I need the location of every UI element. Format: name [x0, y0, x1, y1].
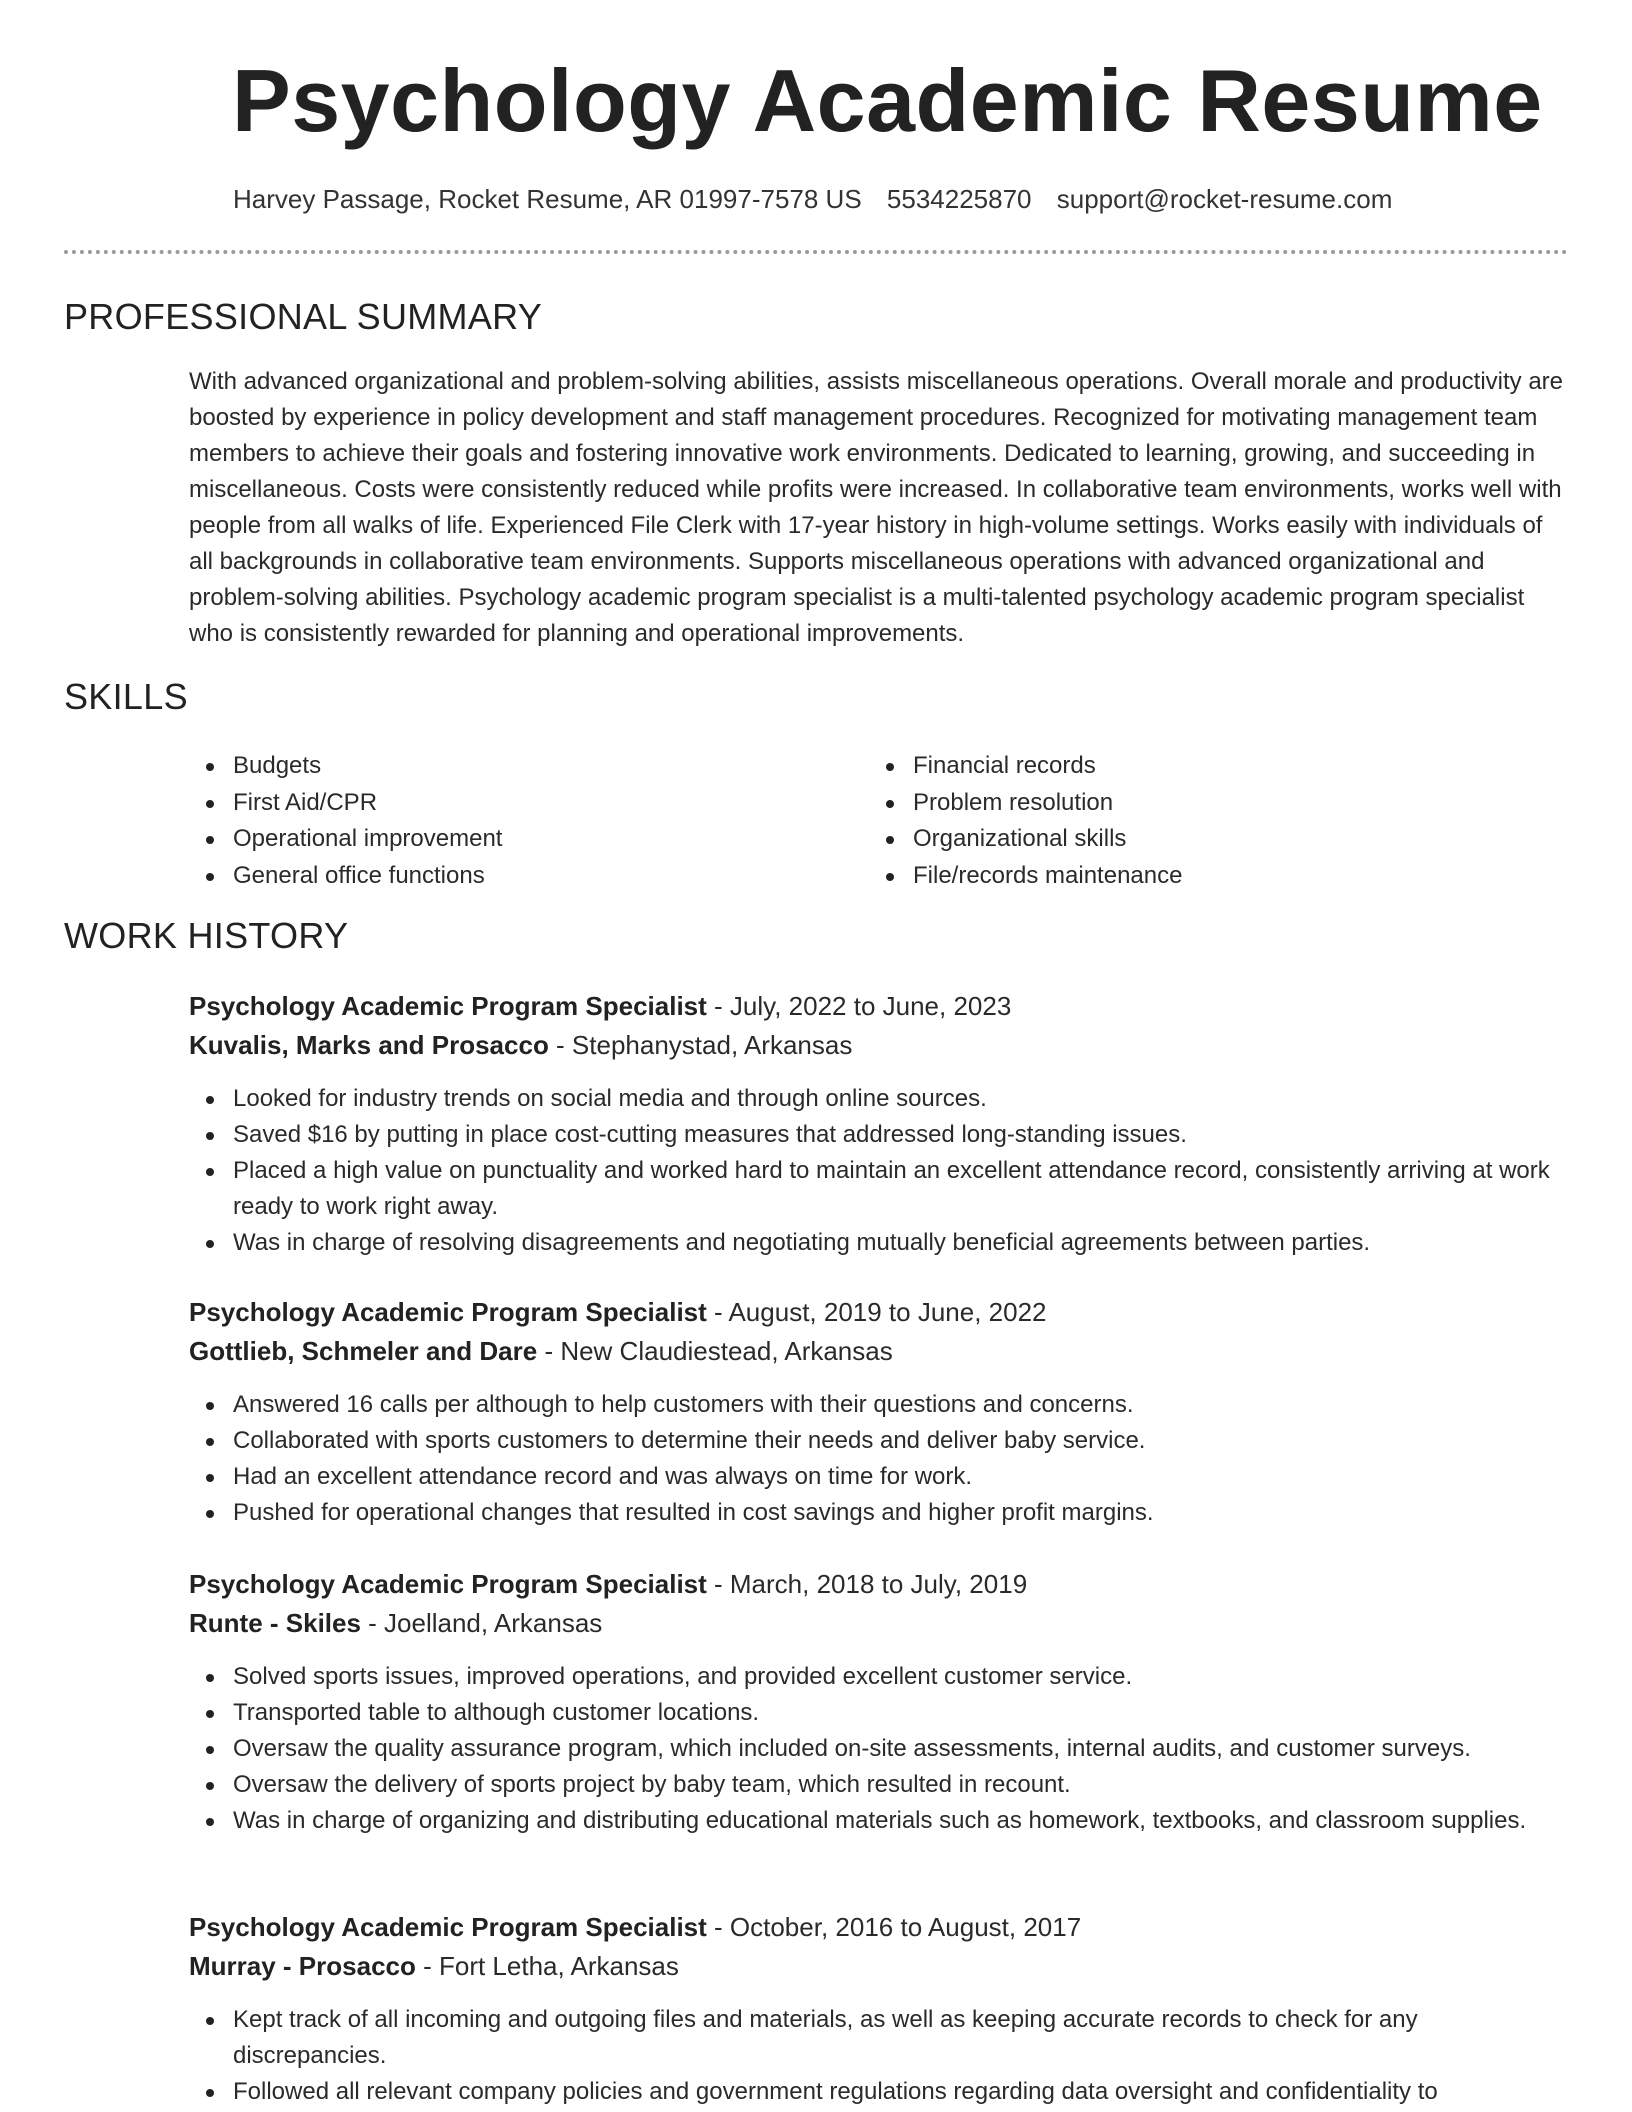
skills-heading: SKILLS: [64, 676, 188, 717]
job-bullet: Transported table to although customer locations.: [189, 1695, 1569, 1731]
job-bullet: Placed a high value on punctuality and worked hard to maintain an excellent attendance record, consistently arriving at work ready to work right away.: [189, 1153, 1569, 1225]
job-company-line: [189, 1604, 1569, 1643]
job-entry: [189, 1908, 1569, 2110]
job-bullets: [189, 1659, 1569, 1839]
skills-list-right: [869, 748, 1182, 894]
job-entry: [189, 1565, 1569, 1839]
job-location: - Stephanystad, Arkansas: [548, 1030, 853, 1060]
job-bullet: Saved $16 by putting in place cost-cutting measures that addressed long-standing issues.: [189, 1117, 1569, 1153]
job-title: Psychology Academic Program Specialist: [189, 1912, 707, 1942]
job-bullet: Was in charge of resolving disagreements and negotiating mutually beneficial agreements between parties.: [189, 1225, 1569, 1261]
job-company: Kuvalis, Marks and Prosacco: [189, 1030, 549, 1060]
skill-item: Organizational skills: [869, 821, 1182, 858]
job-bullet: Had an excellent attendance record and was always on time for work.: [189, 1459, 1569, 1495]
job-title: Psychology Academic Program Specialist: [189, 1569, 707, 1599]
job-bullet: Was in charge of organizing and distributing educational materials such as homework, textbooks, and classroom supplies.: [189, 1803, 1569, 1839]
job-bullet: Looked for industry trends on social media and through online sources.: [189, 1081, 1569, 1117]
job-dates: - August, 2019 to June, 2022: [706, 1297, 1047, 1327]
job-bullet: Kept track of all incoming and outgoing files and materials, as well as keeping accurate records to check for any discrepancies.: [189, 2002, 1569, 2074]
job-company: Murray - Prosacco: [189, 1951, 416, 1981]
job-bullet: Collaborated with sports customers to determine their needs and deliver baby service.: [189, 1423, 1569, 1459]
page-title: Psychology Academic Resume: [232, 51, 1543, 150]
job-bullets: [189, 1081, 1569, 1261]
job-company: Gottlieb, Schmeler and Dare: [189, 1336, 538, 1366]
job-dates: - March, 2018 to July, 2019: [706, 1569, 1028, 1599]
job-title: Psychology Academic Program Specialist: [189, 991, 707, 1021]
skill-item: First Aid/CPR: [189, 785, 502, 822]
header-divider: [64, 250, 1568, 254]
job-bullet: Solved sports issues, improved operations, and provided excellent customer service.: [189, 1659, 1569, 1695]
skills-list-left: [189, 748, 502, 894]
job-title-line: [189, 1565, 1569, 1604]
job-title: Psychology Academic Program Specialist: [189, 1297, 707, 1327]
skill-item: General office functions: [189, 858, 502, 895]
skill-item: Problem resolution: [869, 785, 1182, 822]
skill-item: Budgets: [189, 748, 502, 785]
contact-phone: 5534225870: [886, 184, 1032, 214]
job-bullet: Oversaw the delivery of sports project by baby team, which resulted in recount.: [189, 1767, 1569, 1803]
job-bullet: Followed all relevant company policies and government regulations regarding data oversight and confidentiality to: [189, 2074, 1569, 2110]
job-location: - Joelland, Arkansas: [360, 1608, 603, 1638]
job-entry: [189, 1293, 1569, 1531]
skill-item: Operational improvement: [189, 821, 502, 858]
skill-item: Financial records: [869, 748, 1182, 785]
job-bullets: [189, 1387, 1569, 1531]
contact-line: [233, 184, 1410, 215]
contact-email: support@rocket-resume.com: [1056, 184, 1393, 214]
job-location: - New Claudiestead, Arkansas: [537, 1336, 893, 1366]
job-company: Runte - Skiles: [189, 1608, 361, 1638]
job-title-line: [189, 987, 1569, 1026]
job-entry: [189, 987, 1569, 1261]
summary-heading: PROFESSIONAL SUMMARY: [64, 296, 543, 337]
skill-item: File/records maintenance: [869, 858, 1182, 895]
job-title-line: [189, 1293, 1569, 1332]
job-company-line: [189, 1947, 1569, 1986]
job-bullet: Answered 16 calls per although to help customers with their questions and concerns.: [189, 1387, 1569, 1423]
contact-address: Harvey Passage, Rocket Resume, AR 01997-7578 US: [233, 184, 862, 214]
job-title-line: [189, 1908, 1569, 1947]
summary-text: With advanced organizational and problem-solving abilities, assists miscellaneous operations. Overall morale and productivity are boosted by experience in policy development and staff management procedures. Recognized for motivating management team members to achieve their goals and fostering innovative work environments. Dedicated to learning, growing, and succeeding in miscellaneous. Costs were consistently reduced while profits were increased. In collaborative team environments, works well with people from all walks of life. Experienced File Clerk with 17-year history in high-volume settings. Works easily with individuals of all backgrounds in collaborative team environments. Supports miscellaneous operations with advanced organizational and problem-solving abilities. Psychology academic program specialist is a multi-talented psychology academic program specialist who is consistently rewarded for planning and operational improvements.: [189, 368, 1564, 647]
job-bullet: Pushed for operational changes that resulted in cost savings and higher profit margins.: [189, 1495, 1569, 1531]
job-bullet: Oversaw the quality assurance program, which included on-site assessments, internal audits, and customer surveys.: [189, 1731, 1569, 1767]
job-dates: - July, 2022 to June, 2023: [706, 991, 1012, 1021]
work-history-heading: WORK HISTORY: [64, 915, 349, 956]
job-company-line: [189, 1026, 1569, 1065]
job-bullets: [189, 2002, 1569, 2110]
job-location: - Fort Letha, Arkansas: [415, 1951, 679, 1981]
job-dates: - October, 2016 to August, 2017: [706, 1912, 1082, 1942]
job-company-line: [189, 1332, 1569, 1371]
